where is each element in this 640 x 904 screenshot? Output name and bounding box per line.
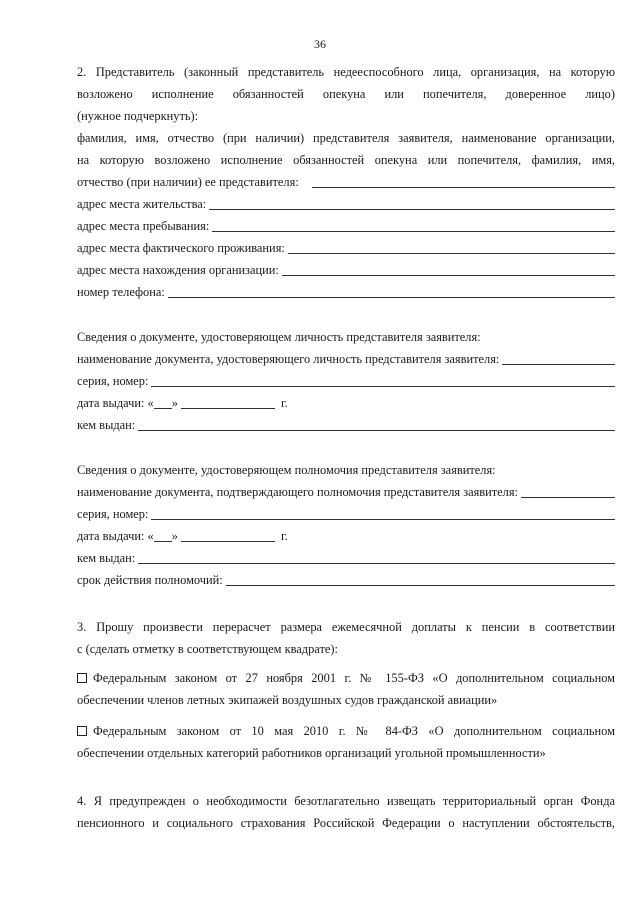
section4-line-1: 4. Я предупрежден о необходимости безотлагательно извещать территориальный орган Фонда [77, 794, 615, 808]
identity-doc-heading: Сведения о документе, удостоверяющем личность представителя заявителя: [77, 330, 481, 344]
option-155fz-text-1: Федеральным законом от 27 ноября 2001 г. № 155-ФЗ «О дополнительном социальном [93, 671, 615, 685]
authority-doc-heading: Сведения о документе, удостоверяющем полномочия представителя заявителя: [77, 463, 496, 477]
section2-line-4: фамилия, имя, отчество (при наличии) представителя заявителя, наименование организации, [77, 131, 615, 145]
identity-doc-series-blank[interactable] [151, 375, 615, 387]
section2-line-3: (нужное подчеркнуть): [77, 109, 199, 123]
section2-line-5: на которую возложено исполнение обязанностей опекуна или попечителя, фамилия, имя, [77, 153, 615, 167]
option-155fz-checkbox[interactable] [77, 673, 87, 683]
stay-address-label: адрес места пребывания: [77, 219, 210, 233]
residence-address-blank[interactable] [209, 198, 615, 210]
authority-validity-label: срок действия полномочий: [77, 573, 223, 587]
section3-line-2: с (сделать отметку в соответствующем квадрате): [77, 642, 338, 656]
authority-doc-issuer-blank[interactable] [138, 552, 615, 564]
identity-doc-series-field[interactable] [77, 375, 615, 387]
authority-doc-name-label: наименование документа, подтверждающего полномочия представителя заявителя: [77, 485, 519, 499]
phone-label: номер телефона: [77, 285, 165, 299]
option-155fz-line-2: обеспечении членов летных экипажей воздушных судов гражданской авиации» [77, 693, 498, 707]
section3-line-1: 3. Прошу произвести перерасчет размера ежемесячной доплаты к пенсии в соответствии [77, 620, 615, 634]
identity-doc-date-prefix: дата выдачи: « [77, 396, 154, 410]
org-address-field[interactable] [77, 264, 615, 276]
representative-name-blank[interactable] [312, 176, 615, 188]
residence-address-label: адрес места жительства: [77, 197, 207, 211]
identity-doc-issuer-label: кем выдан: [77, 418, 136, 432]
phone-blank[interactable] [168, 286, 615, 298]
section2-line-2: возложено исполнение обязанностей опекуна или попечителя, доверенное лицо) [77, 87, 615, 101]
stay-address-field[interactable] [77, 220, 615, 232]
authority-doc-day-blank[interactable] [154, 530, 172, 542]
section4-line-2: пенсионного и социального страхования Российской Федерации о наступлении обстоятельств, [77, 816, 615, 830]
option-155fz-line-1[interactable] [77, 672, 615, 684]
stay-address-blank[interactable] [212, 220, 615, 232]
identity-doc-issuer-field[interactable] [77, 419, 615, 431]
authority-doc-series-field[interactable] [77, 508, 615, 520]
representative-name-label: отчество (при наличии) ее представителя: [77, 175, 299, 189]
representative-name-field[interactable] [77, 176, 615, 188]
actual-address-label: адрес места фактического проживания: [77, 241, 285, 255]
org-address-label: адрес места нахождения организации: [77, 263, 279, 277]
authority-doc-issuer-label: кем выдан: [77, 551, 136, 565]
actual-address-blank[interactable] [288, 242, 615, 254]
authority-doc-date-prefix: дата выдачи: « [77, 529, 154, 543]
authority-doc-series-blank[interactable] [151, 508, 615, 520]
authority-doc-name-blank[interactable] [521, 486, 615, 498]
option-84fz-text-1: Федеральным законом от 10 мая 2010 г. № 84-ФЗ «О дополнительном социальном [93, 724, 615, 738]
identity-doc-day-blank[interactable] [154, 397, 172, 409]
option-84fz-line-1[interactable] [77, 725, 615, 737]
authority-validity-blank[interactable] [226, 574, 615, 586]
authority-validity-field[interactable] [77, 574, 615, 586]
identity-doc-series-label: серия, номер: [77, 374, 149, 388]
identity-doc-date-mid: » [171, 396, 178, 410]
authority-doc-date-mid: » [171, 529, 178, 543]
identity-doc-name-blank[interactable] [502, 353, 615, 365]
authority-doc-month-year-blank[interactable] [181, 530, 275, 542]
identity-doc-name-field[interactable] [77, 353, 615, 365]
authority-doc-date-suffix: г. [280, 529, 288, 543]
option-84fz-checkbox[interactable] [77, 726, 87, 736]
identity-doc-date-suffix: г. [280, 396, 288, 410]
actual-address-field[interactable] [77, 242, 615, 254]
org-address-blank[interactable] [282, 264, 615, 276]
option-84fz-line-2: обеспечении отдельных категорий работников организаций угольной промышленности» [77, 746, 546, 760]
identity-doc-name-label: наименование документа, удостоверяющего личность представителя заявителя: [77, 352, 500, 366]
section2-line-1: 2. Представитель (законный представитель недееспособного лица, организация, на которую [77, 65, 615, 79]
authority-doc-series-label: серия, номер: [77, 507, 149, 521]
page-number: 36 [314, 37, 326, 51]
identity-doc-issuer-blank[interactable] [138, 419, 615, 431]
authority-doc-name-field[interactable] [77, 486, 615, 498]
authority-doc-issuer-field[interactable] [77, 552, 615, 564]
identity-doc-month-year-blank[interactable] [181, 397, 275, 409]
phone-field[interactable] [77, 286, 615, 298]
residence-address-field[interactable] [77, 198, 615, 210]
authority-doc-date-field[interactable] [77, 530, 615, 542]
identity-doc-date-field[interactable] [77, 397, 615, 409]
